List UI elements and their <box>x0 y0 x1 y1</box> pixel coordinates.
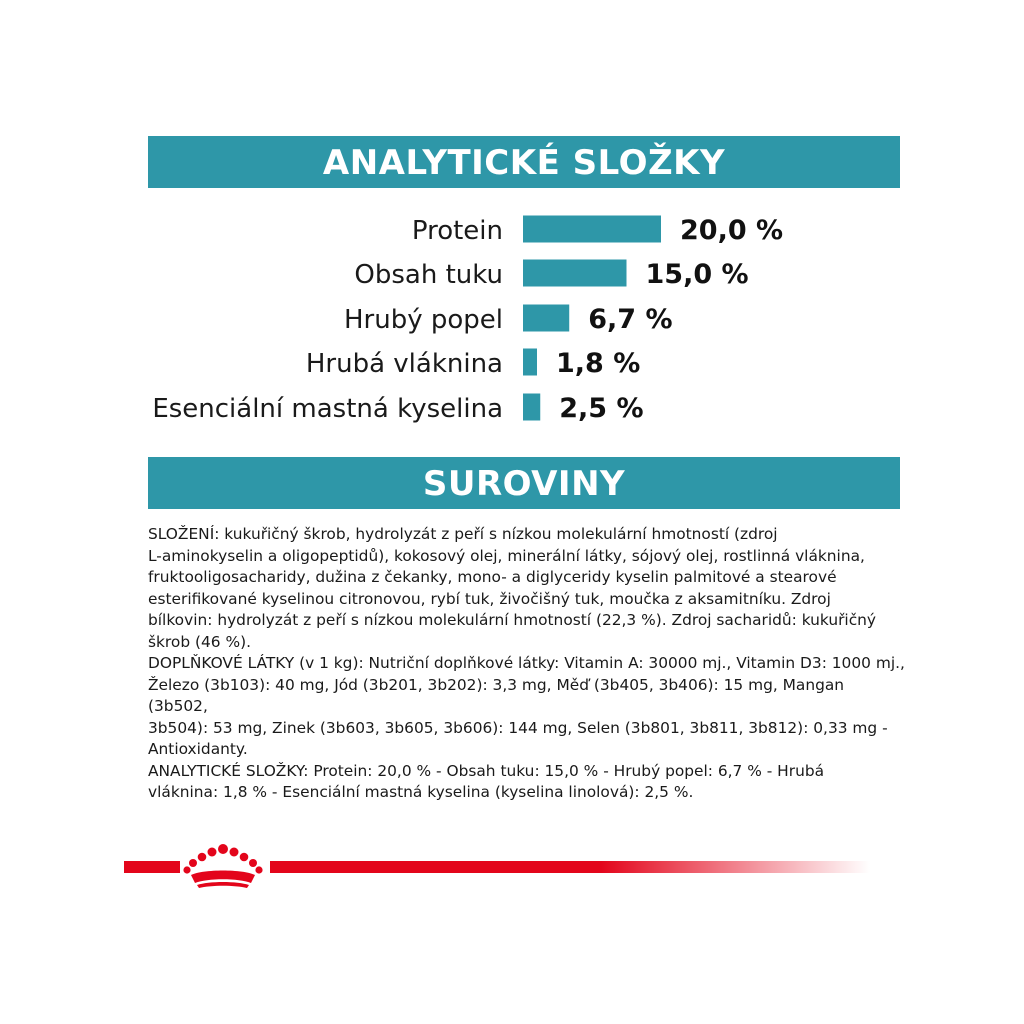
category-label: Obsah tuku <box>354 260 503 290</box>
value-label: 15,0 % <box>645 259 749 290</box>
bar <box>523 349 537 376</box>
composition-line: SLOŽENÍ: kukuřičný škrob, hydrolyzát z peří s nízkou molekulární hmotností (zdroj <box>148 525 778 543</box>
bar <box>523 305 569 332</box>
composition-line: ANALYTICKÉ SLOŽKY: Protein: 20,0 % - Obsah tuku: 15,0 % - Hrubý popel: 6,7 % - Hrubá <box>148 761 825 780</box>
composition-line: vláknina: 1,8 % - Esenciální mastná kyselina (kyselina linolová): 2,5 %. <box>148 783 694 801</box>
footer-line-left <box>124 861 180 873</box>
composition-line: L-aminokyselin a oligopeptidů), kokosový olej, minerální látky, sójový olej, rostlinná vláknina, <box>148 546 865 565</box>
bar <box>523 260 627 287</box>
analytical-bar-chart <box>0 200 1024 430</box>
category-label: Esenciální mastná kyselina <box>152 394 503 424</box>
footer-line-right <box>270 861 870 873</box>
category-label: Protein <box>411 216 503 246</box>
composition-line: 3b504): 53 mg, Zinek (3b603, 3b605, 3b606): 144 mg, Selen (3b801, 3b811, 3b812): 0,33 mg - <box>148 718 888 737</box>
composition-line: DOPLŇKOVÉ LÁTKY (v 1 kg): Nutriční doplňkové látky: Vitamin A: 30000 mj., Vitamin D3: 1000 mj., <box>148 654 905 672</box>
value-label: 2,5 % <box>559 393 644 424</box>
value-label: 20,0 % <box>680 215 784 246</box>
bar <box>523 216 661 243</box>
composition-line: škrob (46 %). <box>148 632 251 651</box>
composition-line: Antioxidanty. <box>148 740 248 758</box>
category-label: Hrubý popel <box>343 305 503 335</box>
composition-text <box>148 524 908 804</box>
value-label: 6,7 % <box>588 304 673 335</box>
composition-line: Železo (3b103): 40 mg, Jód (3b201, 3b202): 3,3 mg, Měď (3b405, 3b406): 15 mg, Mangan (3b502, <box>148 675 845 715</box>
composition-line: esterifikované kyselinou citronovou, rybí tuk, živočišný tuk, moučka z aksamitníku. Zdroj <box>148 589 831 608</box>
composition-line: fruktooligosacharidy, dužina z čekanky, mono- a diglyceridy kyselin palmitové a stearové <box>148 568 837 586</box>
bar <box>523 394 540 421</box>
crown-icon <box>181 842 265 890</box>
composition-line: bílkovin: hydrolyzát z peří s nízkou molekulární hmotností (22,3 %). Zdroj sacharidů: kukuřičný <box>148 611 877 629</box>
section-header-analytical: ANALYTICKÉ SLOŽKY <box>148 136 900 188</box>
section-header-ingredients: SUROVINY <box>148 457 900 509</box>
category-label: Hrubá vláknina <box>305 349 503 379</box>
value-label: 1,8 % <box>556 348 641 379</box>
